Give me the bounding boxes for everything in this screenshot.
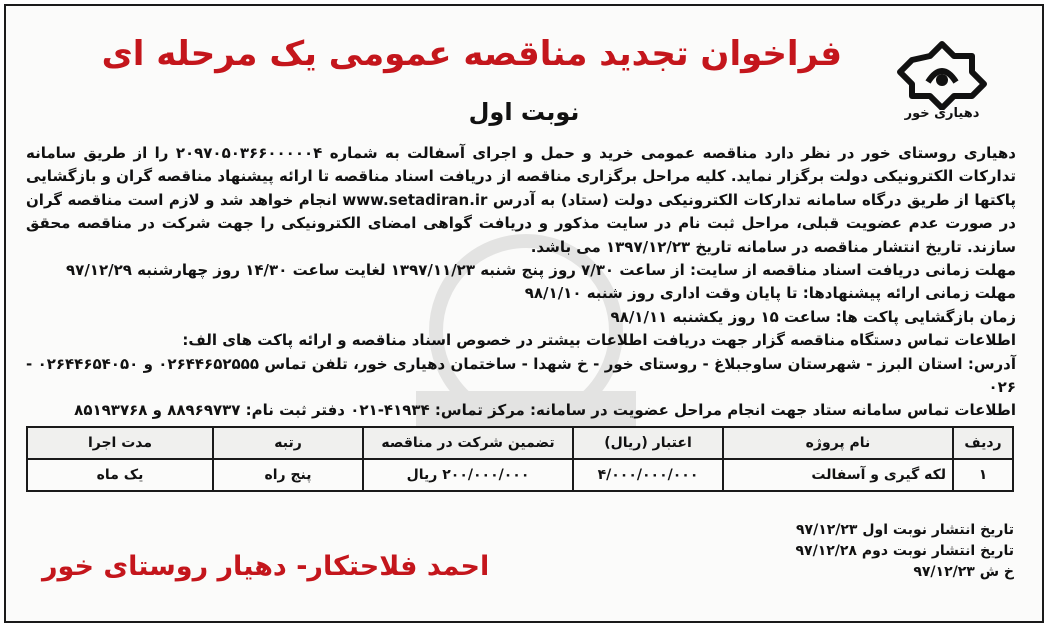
intro-paragraph	[26, 142, 1016, 259]
cell-duration: یک ماه	[27, 459, 213, 491]
table-row	[27, 459, 1013, 491]
cell-row-number: ۱	[953, 459, 1013, 491]
second-publish-date: تاریخ انتشار نوبت دوم ۹۷/۱۲/۲۸	[795, 543, 1014, 559]
cell-grade: پنج راه	[213, 459, 363, 491]
address-line: آدرس: استان البرز - شهرستان ساوجبلاغ - روستای خور - خ شهدا - ساختمان دهیاری خور، تلفن تماس ۰۲۶۴۴۶۵۲۵۵۵ و ۰۲۶۴۴۶۵۴۰۵۰ - ۰۲۶	[26, 354, 1016, 397]
setad-contact-line: اطلاعات تماس سامانه ستاد جهت انجام مراحل عضویت در سامانه: مرکز تماس: ۴۱۹۳۴-۰۲۱ دفتر ثبت نام: ۸۸۹۶۹۷۳۷ و ۸۵۱۹۳۷۶۸	[74, 401, 1016, 420]
header-row-number: ردیف	[953, 427, 1013, 459]
notice-code: خ ش ۹۷/۱۲/۲۳	[913, 564, 1014, 580]
notice-title: فراخوان تجدید مناقصه عمومی یک مرحله ای	[101, 34, 842, 74]
table-header-row	[27, 427, 1013, 459]
first-publish-date: تاریخ انتشار نوبت اول ۹۷/۱۲/۲۳	[795, 522, 1014, 538]
opening-time: زمان بازگشایی پاکت ها: ساعت ۱۵ روز یکشنبه ۹۸/۱/۱۱	[610, 307, 1016, 326]
website-link[interactable]: www.setadiran.ir	[342, 190, 488, 209]
header-duration: مدت اجرا	[27, 427, 213, 459]
notice-subtitle: نوبت اول	[468, 98, 580, 126]
logo-text: دهیاری خور	[904, 106, 980, 121]
tender-notice	[4, 4, 1044, 623]
intro-text-end: انجام خواهد شد و لازم است مناقصه گران در صورت عدم عضویت قبلی، مراحل ثبت نام در سایت مذکور و دریافت گواهی امضای الکترونیکی را جهت شرکت در مناقصه محقق سازند. تاریخ انتشار مناقصه در سامانه تاریخ ۱۳۹۷/۱۲/۲۳ می باشد.	[26, 190, 1016, 256]
header-budget: اعتبار (ریال)	[573, 427, 723, 459]
intro-text: دهیاری روستای خور در نظر دارد مناقصه عمومی خرید و حمل و اجرای آسفالت به شماره ۲۰۹۷۰۵۰۳۶۶۰۰۰۰۰۴ را از طریق سامانه تدارکات الکترونیکی دولت برگزار نماید. کلیه مراحل برگزاری مناقصه از دریافت اسناد مناقصه تا ارائه پیشنهاد مناقصه گران و بازگشایی پاکتها از طریق درگاه سامانه تدارکات الکترونیکی دولت (ستاد) به آدرس	[26, 144, 1016, 209]
tender-table	[26, 426, 1014, 492]
contact-info-heading: اطلاعات تماس دستگاه مناقصه گزار جهت دریافت اطلاعات بیشتر در خصوص اسناد مناقصه و ارائه پاکت های الف:	[182, 331, 1016, 350]
notice-body	[26, 142, 1016, 423]
header-project-name: نام پروژه	[723, 427, 953, 459]
document-deadline: مهلت زمانی دریافت اسناد مناقصه از سایت: از ساعت ۷/۳۰ روز پنج شنبه ۱۳۹۷/۱۱/۲۳ لغایت ساعت ۱۴/۳۰ روز چهارشنبه ۹۷/۱۲/۲۹	[66, 261, 1016, 280]
cell-budget: ۴/۰۰۰/۰۰۰/۰۰۰	[573, 459, 723, 491]
header-guarantee: تضمین شرکت در مناقصه	[363, 427, 573, 459]
publish-dates	[795, 520, 1014, 583]
header-grade: رتبه	[213, 427, 363, 459]
cell-project-name: لکه گیری و آسفالت	[723, 459, 953, 491]
offer-deadline: مهلت زمانی ارائه پیشنهادها: تا پایان وقت اداری روز شنبه ۹۸/۱/۱۰	[524, 284, 1016, 303]
cell-guarantee: ۲۰۰/۰۰۰/۰۰۰ ریال	[363, 459, 573, 491]
signature: احمد فلاحتکار- دهیار روستای خور	[42, 551, 490, 582]
